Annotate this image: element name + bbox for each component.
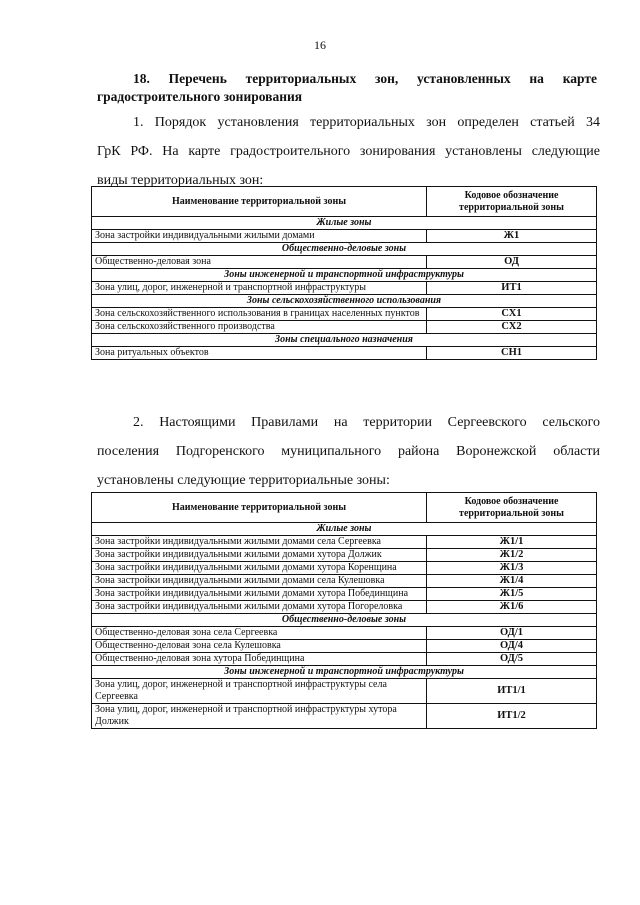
zone-code: ОД/4 xyxy=(427,640,597,653)
zone-name: Зона застройки индивидуальными жилыми домами хутора Побединщина xyxy=(92,588,427,601)
zone-name: Зона ритуальных объектов xyxy=(92,347,427,360)
group-row xyxy=(92,243,597,256)
group-label: Зоны инженерной и транспортной инфраструктуры xyxy=(92,666,597,679)
paragraph-2-line-3: установлены следующие территориальные зоны: xyxy=(97,473,390,488)
table-row xyxy=(92,588,597,601)
table-row xyxy=(92,679,597,704)
table-row xyxy=(92,601,597,614)
group-row xyxy=(92,217,597,230)
zone-name: Зона застройки индивидуальными жилыми домами хутора Должик xyxy=(92,549,427,562)
zone-name: Зона застройки индивидуальными жилыми домами хутора Погореловка xyxy=(92,601,427,614)
zone-code: ИТ1 xyxy=(427,282,597,295)
zone-code: ОД xyxy=(427,256,597,269)
table-row xyxy=(92,627,597,640)
table-row xyxy=(92,640,597,653)
zone-name: Общественно-деловая зона села Сергеевка xyxy=(92,627,427,640)
zone-name: Зона сельскохозяйственного использования в границах населенных пунктов xyxy=(92,308,427,321)
group-label: Жилые зоны xyxy=(92,523,597,536)
page-number: 16 xyxy=(314,38,326,52)
table-row xyxy=(92,536,597,549)
paragraph-1-line-1: 1. Порядок установления территориальных зон определен статьей 34 xyxy=(133,115,600,130)
column-header-name: Наименование территориальной зоны xyxy=(92,187,427,217)
group-row xyxy=(92,334,597,347)
zone-name: Зона застройки индивидуальными жилыми домами села Кулешовка xyxy=(92,575,427,588)
heading-line-2: градостроительного зонирования xyxy=(97,89,303,104)
paragraph-1-line-2: ГрК РФ. На карте градостроительного зонирования установлены следующие xyxy=(97,144,600,159)
table-row xyxy=(92,256,597,269)
column-header-code: Кодовое обозначение территориальной зоны xyxy=(427,187,597,217)
table-row xyxy=(92,282,597,295)
zone-code: Ж1/2 xyxy=(427,549,597,562)
table-row xyxy=(92,549,597,562)
group-row xyxy=(92,295,597,308)
zone-name: Зона сельскохозяйственного производства xyxy=(92,321,427,334)
zone-name: Зона улиц, дорог, инженерной и транспортной инфраструктуры xyxy=(92,282,427,295)
paragraph-2-line-2: поселения Подгоренского муниципального района Воронежской области xyxy=(97,444,600,459)
zone-name: Зона улиц, дорог, инженерной и транспортной инфраструктуры села Сергеевка xyxy=(92,679,427,704)
table-row xyxy=(92,230,597,243)
zones-table-1 xyxy=(91,186,597,360)
group-label: Общественно-деловые зоны xyxy=(92,614,597,627)
table-row xyxy=(92,347,597,360)
table-row xyxy=(92,575,597,588)
zone-name: Зона улиц, дорог, инженерной и транспортной инфраструктуры хутора Должик xyxy=(92,704,427,729)
heading-line-1: 18. Перечень территориальных зон, установленных на карте xyxy=(133,71,597,86)
table-row xyxy=(92,321,597,334)
zone-code: ИТ1/2 xyxy=(427,704,597,729)
zone-code: Ж1 xyxy=(427,230,597,243)
paragraph-1-line-3: виды территориальных зон: xyxy=(97,173,264,188)
zone-code: ОД/5 xyxy=(427,653,597,666)
group-label: Зоны инженерной и транспортной инфраструктуры xyxy=(92,269,597,282)
zone-name: Зона застройки индивидуальными жилыми домами хутора Коренщина xyxy=(92,562,427,575)
zone-code: ОД/1 xyxy=(427,627,597,640)
group-label: Зоны специального назначения xyxy=(92,334,597,347)
zone-code: Ж1/1 xyxy=(427,536,597,549)
table-row xyxy=(92,653,597,666)
group-row xyxy=(92,523,597,536)
section-heading xyxy=(97,70,597,106)
column-header-name: Наименование территориальной зоны xyxy=(92,493,427,523)
group-label: Жилые зоны xyxy=(92,217,597,230)
zone-code: Ж1/5 xyxy=(427,588,597,601)
paragraph-2 xyxy=(97,408,600,495)
paragraph-1 xyxy=(97,108,600,195)
zone-code: ИТ1/1 xyxy=(427,679,597,704)
zone-name: Зона застройки индивидуальными жилыми домами села Сергеевка xyxy=(92,536,427,549)
group-row xyxy=(92,614,597,627)
zone-name: Зона застройки индивидуальными жилыми домами xyxy=(92,230,427,243)
zone-name: Общественно-деловая зона хутора Побединщина xyxy=(92,653,427,666)
zone-code: СХ1 xyxy=(427,308,597,321)
group-label: Общественно-деловые зоны xyxy=(92,243,597,256)
zone-name: Общественно-деловая зона села Кулешовка xyxy=(92,640,427,653)
zone-code: СХ2 xyxy=(427,321,597,334)
group-row xyxy=(92,269,597,282)
table-row xyxy=(92,562,597,575)
zone-code: СН1 xyxy=(427,347,597,360)
table-row xyxy=(92,308,597,321)
paragraph-2-line-1: 2. Настоящими Правилами на территории Сергеевского сельского xyxy=(133,415,600,430)
group-row xyxy=(92,666,597,679)
zone-code: Ж1/4 xyxy=(427,575,597,588)
group-label: Зоны сельскохозяйственного использования xyxy=(92,295,597,308)
table-row xyxy=(92,704,597,729)
zone-code: Ж1/3 xyxy=(427,562,597,575)
zone-code: Ж1/6 xyxy=(427,601,597,614)
zone-name: Общественно-деловая зона xyxy=(92,256,427,269)
zones-table-2 xyxy=(91,492,597,729)
column-header-code: Кодовое обозначение территориальной зоны xyxy=(427,493,597,523)
